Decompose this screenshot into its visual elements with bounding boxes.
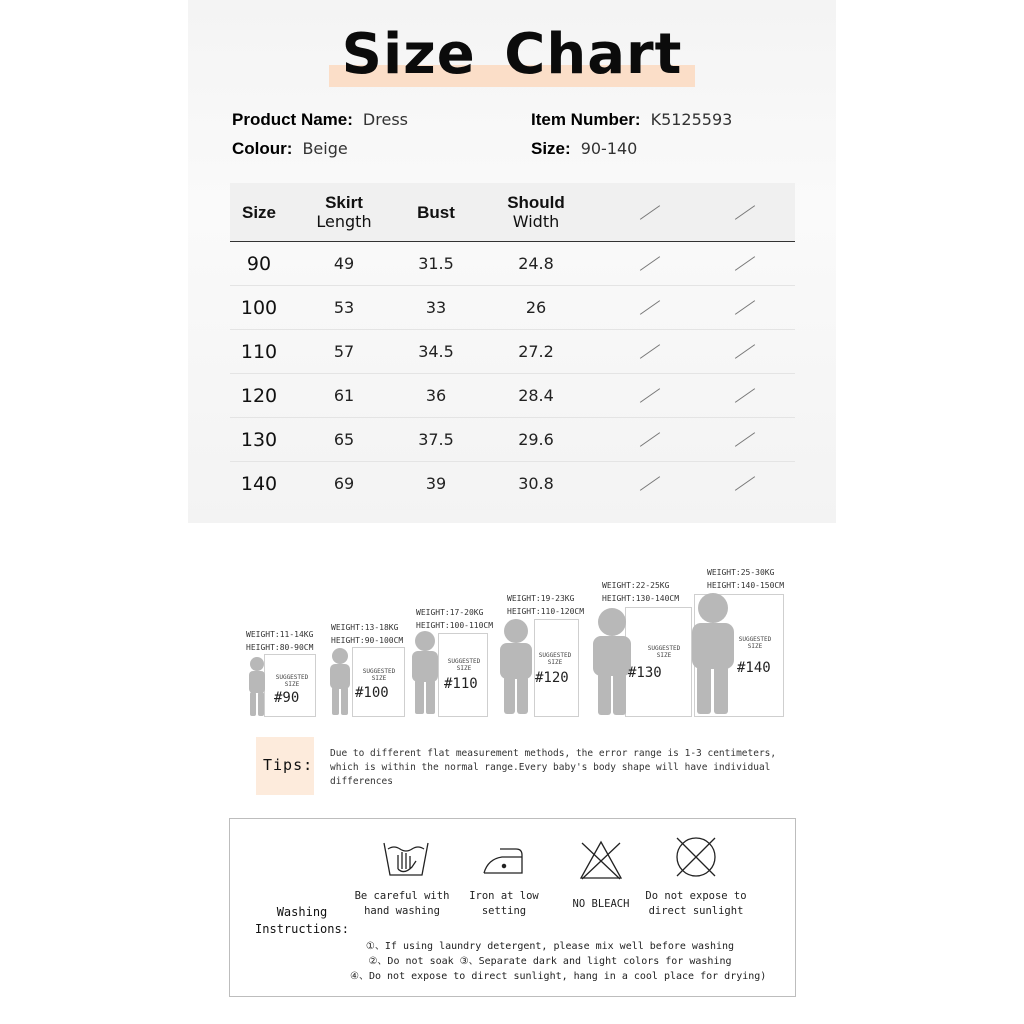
size-box [352, 647, 405, 717]
suggested-size-value: #140 [737, 660, 771, 676]
cell-skirt: 61 [333, 386, 355, 405]
suggested-size-label: SUGGESTED SIZE [738, 636, 772, 650]
table-header [230, 183, 795, 242]
cell-empty [715, 462, 775, 505]
cell-bust: 34.5 [418, 342, 454, 361]
slash-mark [735, 300, 755, 315]
slash-mark [735, 344, 755, 359]
title-area [188, 22, 836, 92]
no-sun-icon [674, 835, 718, 879]
cell-shoulder: 30.8 [518, 474, 554, 493]
cell-empty [715, 374, 775, 417]
cell-skirt: 69 [333, 474, 355, 493]
washing-title: Washing Instructions: [255, 905, 349, 936]
item-number-value: K5125593 [650, 110, 733, 129]
cell-bust: 36 [425, 386, 447, 405]
header-size-label: Size [241, 202, 277, 222]
slash-mark [640, 344, 660, 359]
cell-bust: 39 [425, 474, 447, 493]
cell-empty [620, 330, 680, 373]
cell-shoulder: 24.8 [518, 254, 554, 273]
cell-empty [715, 242, 775, 285]
cell-empty [715, 286, 775, 329]
slash-mark [640, 300, 660, 315]
tips-label: Tips: [263, 756, 314, 774]
suggested-size-value: #110 [444, 676, 478, 692]
header-skirt-length [304, 183, 384, 241]
suggested-size-label: SUGGESTED SIZE [275, 674, 309, 688]
washing-instructions [229, 818, 796, 997]
slash-mark [735, 256, 755, 271]
slash-mark [640, 476, 660, 491]
size-table [230, 183, 795, 505]
weight-label: WEIGHT:17-20KG [416, 608, 484, 617]
hand-wash-caption: Be careful with hand washing [354, 890, 450, 917]
weight-label: WEIGHT:22-25KG [602, 581, 670, 590]
child-silhouette-icon [408, 630, 442, 716]
iron-icon [482, 845, 526, 877]
cell-empty [620, 242, 680, 285]
cell-bust: 37.5 [418, 430, 454, 449]
suggested-size-label: SUGGESTED SIZE [362, 668, 396, 682]
suggested-size-value: #120 [535, 670, 569, 686]
hand-wash-icon [382, 839, 430, 879]
suggested-size-value: #100 [355, 685, 389, 701]
header-skirt-sub: Length [316, 212, 372, 231]
height-label: HEIGHT:100-110CM [416, 621, 494, 630]
height-label: HEIGHT:110-120CM [507, 607, 585, 616]
header-empty-2 [715, 183, 775, 241]
cell-empty [620, 418, 680, 461]
table-row [230, 330, 795, 374]
product-name-label: Product Name: [232, 110, 353, 129]
cell-shoulder: 28.4 [518, 386, 554, 405]
size-range-value: 90-140 [580, 139, 638, 158]
size-guide-110 [416, 606, 506, 718]
item-number-info [531, 110, 732, 130]
product-name-value: Dress [362, 110, 408, 129]
size-range-label: Size: [531, 139, 571, 158]
cell-shoulder: 27.2 [518, 342, 554, 361]
cell-size: 90 [246, 252, 272, 275]
header-skirt-label: Skirt [325, 193, 363, 212]
height-label: HEIGHT:140-150CM [707, 581, 785, 590]
suggested-size-value: #90 [274, 690, 300, 706]
colour-value: Beige [302, 139, 348, 158]
header-shoulder-width [490, 183, 582, 241]
child-silhouette-icon [327, 647, 353, 717]
child-silhouette-icon [588, 607, 636, 717]
slash-mark [640, 256, 660, 271]
table-row [230, 374, 795, 418]
header-bust [400, 183, 472, 241]
weight-label: WEIGHT:11-14KG [246, 630, 314, 639]
washing-note-1: ①、If using laundry detergent, please mix well before washing [365, 941, 735, 952]
size-guide-140 [707, 566, 787, 718]
cell-empty [715, 330, 775, 373]
cell-size: 110 [240, 340, 278, 363]
page-title: Size Chart [341, 22, 683, 87]
size-box [534, 619, 579, 717]
child-silhouette-icon [246, 656, 268, 718]
iron-caption: Iron at low setting [469, 890, 539, 917]
height-label: HEIGHT:90-100CM [331, 636, 404, 645]
size-box [438, 633, 488, 717]
cell-skirt: 65 [333, 430, 355, 449]
suggested-size-label: SUGGESTED SIZE [447, 658, 481, 672]
suggested-size-value: #130 [628, 665, 662, 681]
header-empty-1 [620, 183, 680, 241]
size-chart-panel [188, 0, 836, 523]
no-bleach-icon [578, 839, 624, 881]
table-row [230, 242, 795, 286]
header-size [230, 183, 288, 241]
size-guide-100 [331, 621, 411, 718]
item-number-label: Item Number: [531, 110, 641, 129]
cell-size: 130 [240, 428, 278, 451]
cell-skirt: 53 [333, 298, 355, 317]
size-guide-90 [246, 628, 318, 718]
no-sun-caption: Do not expose to direct sunlight [645, 890, 747, 917]
size-guide-120 [507, 592, 585, 718]
cell-skirt: 57 [333, 342, 355, 361]
slash-mark [735, 205, 755, 220]
tips-text: Due to different flat measurement methods, the error range is 1-3 centimeters, which is within the normal range.Every baby's body shape will have individual differences [330, 748, 777, 787]
suggested-size-label: SUGGESTED SIZE [538, 652, 572, 666]
height-label: HEIGHT:130-140CM [602, 594, 680, 603]
cell-shoulder: 29.6 [518, 430, 554, 449]
cell-shoulder: 26 [525, 298, 547, 317]
height-label: HEIGHT:80-90CM [246, 643, 314, 652]
cell-empty [620, 374, 680, 417]
product-name-info [232, 110, 408, 130]
cell-empty [620, 286, 680, 329]
weight-label: WEIGHT:13-18KG [331, 623, 399, 632]
table-row [230, 462, 795, 505]
colour-info [232, 139, 348, 159]
cell-bust: 33 [425, 298, 447, 317]
suggested-size-guide [246, 566, 786, 726]
cell-empty [620, 462, 680, 505]
header-shoulder-sub: Width [512, 212, 560, 231]
header-shoulder-label: Should [507, 193, 565, 212]
weight-label: WEIGHT:25-30KG [707, 568, 775, 577]
cell-skirt: 49 [333, 254, 355, 273]
cell-size: 120 [240, 384, 278, 407]
suggested-size-label: SUGGESTED SIZE [647, 645, 681, 659]
colour-label: Colour: [232, 139, 293, 158]
header-bust-label: Bust [417, 202, 455, 222]
cell-empty [715, 418, 775, 461]
table-row [230, 418, 795, 462]
child-silhouette-icon [495, 618, 537, 716]
cell-size: 140 [240, 472, 278, 495]
child-silhouette-icon [687, 592, 739, 716]
cell-bust: 31.5 [418, 254, 454, 273]
table-row [230, 286, 795, 330]
slash-mark [735, 432, 755, 447]
size-range-info [531, 139, 637, 159]
slash-mark [735, 476, 755, 491]
washing-note-3: ④、Do not expose to direct sunlight, hang in a cool place for drying) [350, 971, 767, 982]
slash-mark [640, 432, 660, 447]
slash-mark [640, 388, 660, 403]
slash-mark [640, 205, 660, 220]
cell-size: 100 [240, 296, 278, 319]
slash-mark [735, 388, 755, 403]
washing-note-2: ②、Do not soak ③、Separate dark and light colors for washing [368, 956, 732, 967]
size-guide-130 [602, 579, 694, 718]
no-bleach-caption: NO BLEACH [572, 898, 630, 910]
weight-label: WEIGHT:19-23KG [507, 594, 575, 603]
